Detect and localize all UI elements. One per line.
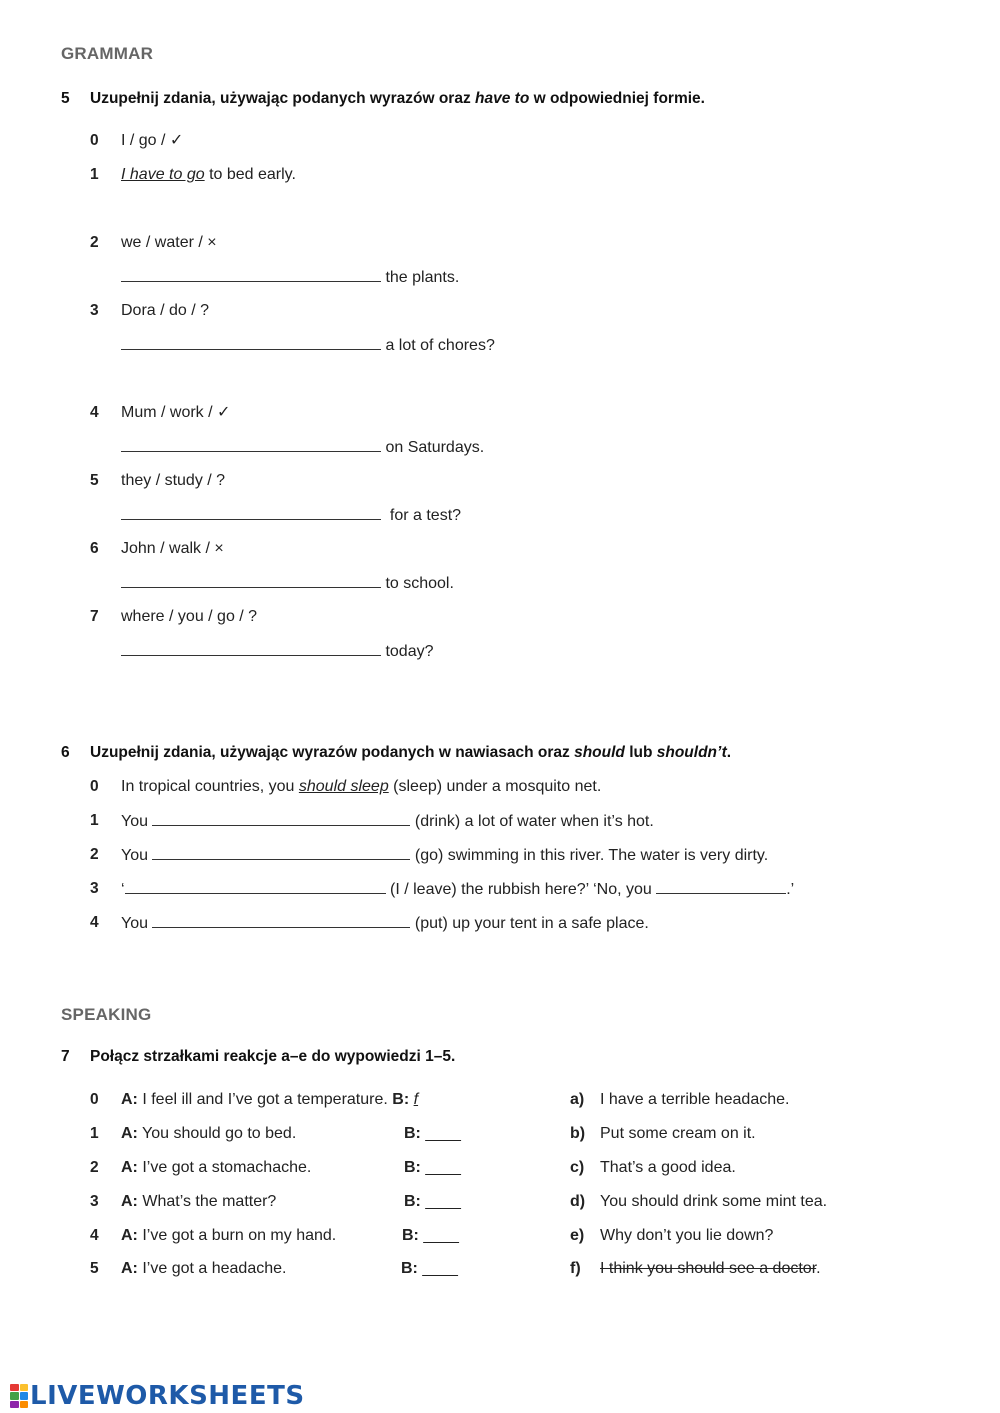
- ex7-response-letter: f): [570, 1260, 581, 1277]
- ex7-item-num: 3: [90, 1193, 99, 1210]
- ex7-response-d: You should drink some mint tea.: [600, 1193, 828, 1210]
- exercise-7-instruction: Połącz strzałkami reakcje a–e do wypowiedzi 1–5.: [90, 1048, 456, 1065]
- example-answer: should sleep: [298, 778, 389, 795]
- exercise-5-instruction: Uzupełnij zdania, używając podanych wyrazów oraz have to w odpowiedniej formie.: [90, 90, 705, 107]
- logo-blocks-icon: [10, 1384, 28, 1408]
- ex7-item-5-statement: A: I’ve got a headache.: [121, 1260, 287, 1277]
- example-answer: I have to go: [121, 166, 205, 183]
- answer-blank[interactable]: [152, 913, 410, 928]
- ex7-response-f: I think you should see a doctor.: [600, 1260, 821, 1277]
- ex7-item-num: 5: [90, 1260, 99, 1277]
- answer-blank[interactable]: [121, 505, 381, 520]
- ex7-item-num: 1: [90, 1125, 99, 1142]
- ex7-response-letter: a): [570, 1091, 585, 1108]
- ex7-response-a: I have a terrible headache.: [600, 1091, 790, 1108]
- ex5-item-num: 4: [90, 404, 99, 421]
- ex5-item-2-sentence: the plants.: [121, 267, 459, 288]
- ex6-item-2-sentence: You (go) swimming in this river. The water is very dirty.: [121, 847, 769, 864]
- ex7-item-3-statement: A: What’s the matter?: [121, 1193, 277, 1210]
- ex5-item-1-sentence: I have to go to bed early.: [121, 166, 296, 183]
- ex6-item-num: 0: [90, 778, 99, 795]
- ex5-item-3-prompt: Dora / do / ?: [121, 302, 210, 319]
- ex5-item-num: 7: [90, 608, 99, 625]
- ex5-item-6-prompt: John / walk / ×: [121, 540, 224, 557]
- answer-blank[interactable]: [152, 845, 410, 860]
- ex5-item-num: 0: [90, 132, 99, 149]
- ex5-item-7-prompt: where / you / go / ?: [121, 608, 258, 625]
- liveworksheets-logo[interactable]: [10, 1381, 305, 1411]
- ex5-item-0-prompt: I / go / ✓: [121, 132, 184, 149]
- ex5-item-num: 2: [90, 234, 99, 251]
- exercise-5-number: 5: [61, 90, 70, 107]
- ex5-item-num: 5: [90, 472, 99, 489]
- ex5-item-num: 6: [90, 540, 99, 557]
- ex5-item-5-prompt: they / study / ?: [121, 472, 226, 489]
- answer-blank[interactable]: [121, 335, 381, 350]
- ex7-item-num: 0: [90, 1091, 99, 1108]
- ex6-item-num: 4: [90, 914, 99, 931]
- ex6-item-1-sentence: You (drink) a lot of water when it’s hot.: [121, 813, 654, 830]
- ex7-item-num: 2: [90, 1159, 99, 1176]
- ex7-response-letter: b): [570, 1125, 586, 1142]
- ex7-item-4-statement: A: I’ve got a burn on my hand.: [121, 1227, 337, 1244]
- ex7-item-1-statement: A: You should go to bed.: [121, 1125, 297, 1142]
- ex7-item-2-statement: A: I’ve got a stomachache.: [121, 1159, 312, 1176]
- ex5-item-num: 1: [90, 166, 99, 183]
- answer-blank[interactable]: [121, 573, 381, 588]
- ex7-response-letter: d): [570, 1193, 586, 1210]
- answer-blank[interactable]: [121, 267, 381, 282]
- ex7-item-num: 4: [90, 1227, 99, 1244]
- ex6-item-0-sentence: In tropical countries, you should sleep (sleep) under a mosquito net.: [121, 778, 602, 795]
- ex6-item-num: 2: [90, 846, 99, 863]
- ex7-item-0-statement: A: I feel ill and I’ve got a temperature. B: f: [121, 1091, 419, 1108]
- exercise-6-number: 6: [61, 744, 70, 761]
- ex6-item-4-sentence: You (put) up your tent in a safe place.: [121, 915, 649, 932]
- ex5-item-6-sentence: to school.: [121, 573, 454, 594]
- answer-blank[interactable]: [125, 879, 386, 894]
- ex6-item-num: 3: [90, 880, 99, 897]
- ex7-item-5-answer[interactable]: B: ____: [401, 1260, 458, 1277]
- answer-blank[interactable]: [152, 811, 410, 826]
- ex7-item-2-answer[interactable]: B: ____: [404, 1159, 461, 1176]
- ex5-item-5-sentence: for a test?: [121, 505, 461, 526]
- ex5-item-7-sentence: today?: [121, 641, 433, 662]
- ex5-item-2-prompt: we / water / ×: [121, 234, 217, 251]
- ex7-response-letter: e): [570, 1227, 585, 1244]
- ex5-item-num: 3: [90, 302, 99, 319]
- ex5-item-3-sentence: a lot of chores?: [121, 335, 495, 356]
- ex6-item-num: 1: [90, 812, 99, 829]
- section-title-speaking: SPEAKING: [61, 1005, 152, 1024]
- example-answer: f: [413, 1091, 419, 1108]
- ex5-item-4-sentence: on Saturdays.: [121, 437, 484, 458]
- ex6-item-3-sentence: ‘ (I / leave) the rubbish here?’ ‘No, you .’: [121, 881, 795, 898]
- answer-blank[interactable]: [656, 879, 786, 894]
- ex7-item-1-answer[interactable]: B: ____: [404, 1125, 461, 1142]
- answer-blank[interactable]: [121, 641, 381, 656]
- logo-text: LIVEWORKSHEETS: [30, 1381, 305, 1411]
- ex7-response-letter: c): [570, 1159, 585, 1176]
- ex7-response-e: Why don’t you lie down?: [600, 1227, 774, 1244]
- exercise-6-instruction: Uzupełnij zdania, używając wyrazów podanych w nawiasach oraz should lub shouldn’t.: [90, 744, 732, 761]
- ex7-item-4-answer[interactable]: B: ____: [402, 1227, 459, 1244]
- ex7-item-3-answer[interactable]: B: ____: [404, 1193, 461, 1210]
- ex5-item-4-prompt: Mum / work / ✓: [121, 404, 231, 421]
- section-title-grammar: GRAMMAR: [61, 44, 154, 63]
- answer-blank[interactable]: [121, 437, 381, 452]
- ex7-response-c: That’s a good idea.: [600, 1159, 736, 1176]
- exercise-7-number: 7: [61, 1048, 70, 1065]
- ex7-response-b: Put some cream on it.: [600, 1125, 756, 1142]
- used-response-strikethrough: I think you should see a doctor: [600, 1260, 817, 1277]
